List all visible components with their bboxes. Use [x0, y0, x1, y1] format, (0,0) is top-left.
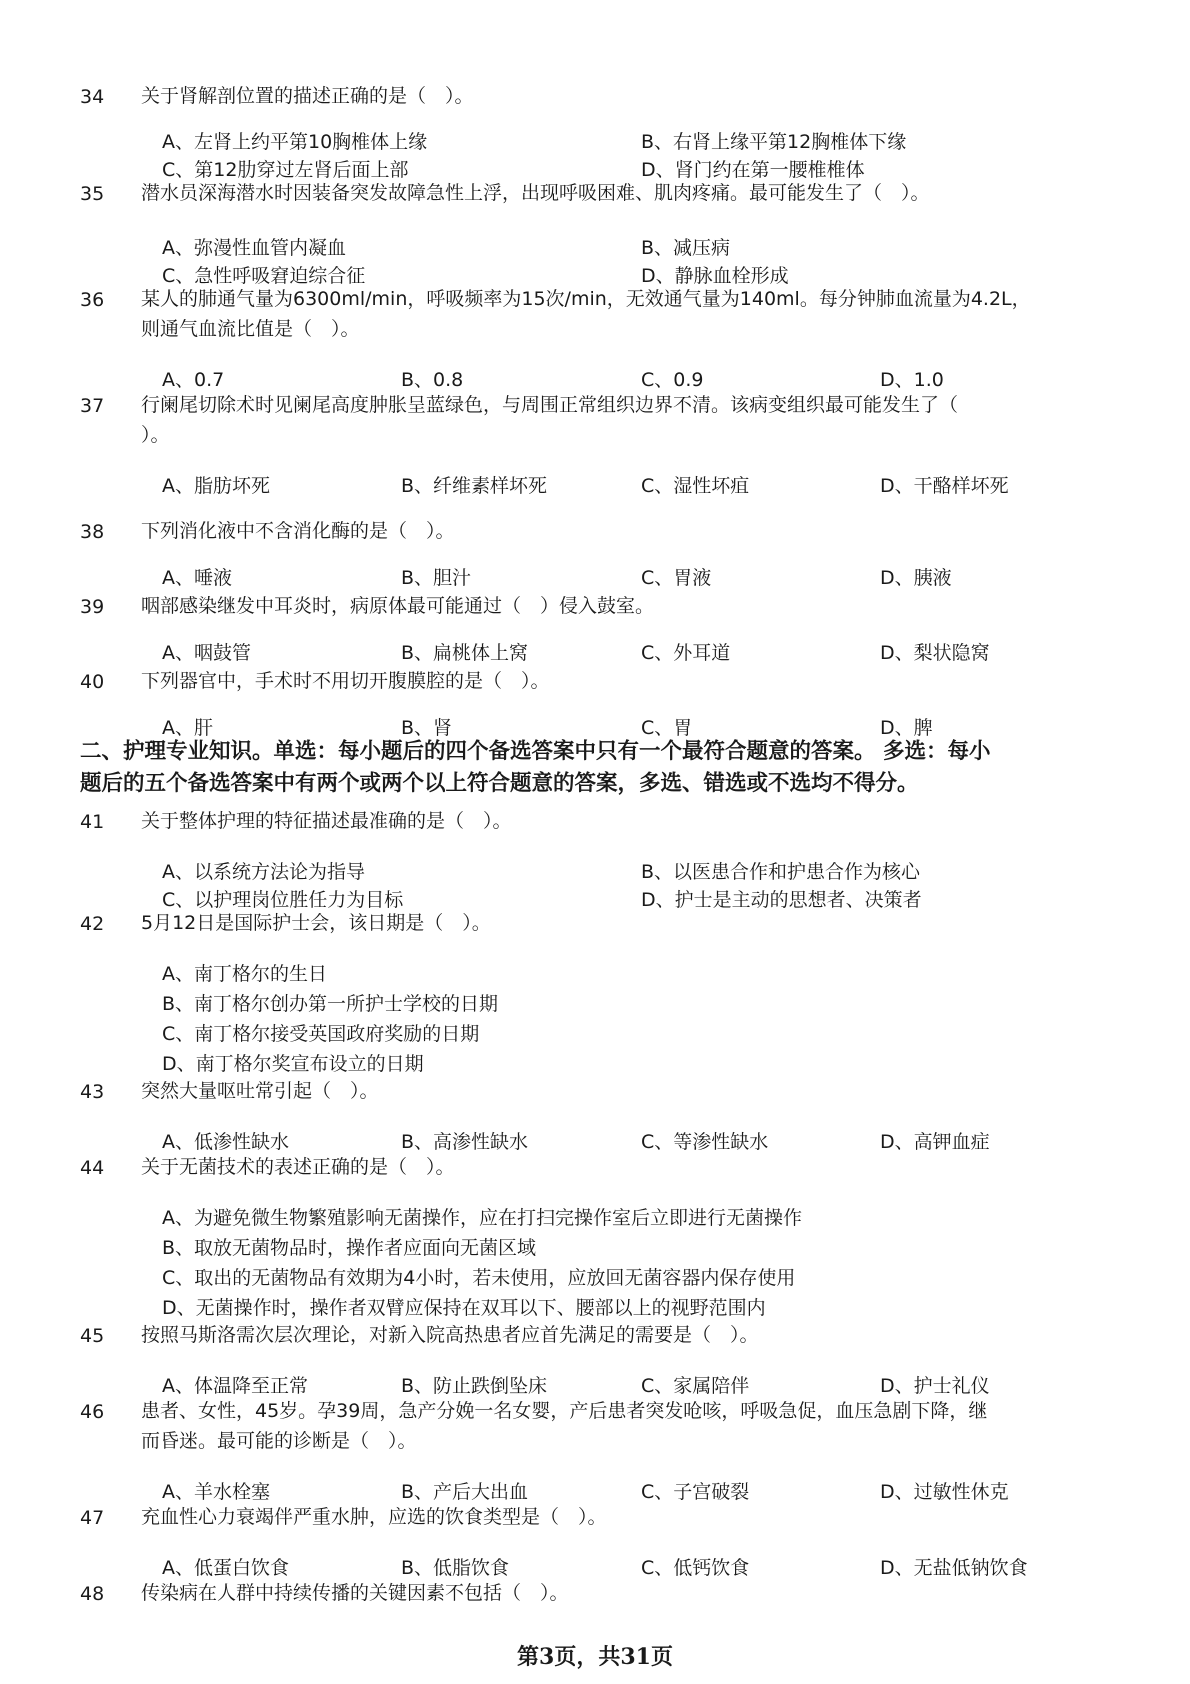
question-number: 38: [80, 521, 105, 543]
option-d: D、护士是主动的思想者、决策者: [641, 889, 922, 911]
option-d: D、无盐低钠饮食: [880, 1557, 1028, 1579]
question-number: 45: [80, 1325, 105, 1347]
option-a: A、左肾上约平第10胸椎体上缘: [162, 131, 428, 153]
page-footer: 第3页，共31页: [517, 1644, 673, 1670]
option-c: C、等渗性缺水: [641, 1131, 769, 1153]
question-text: 下列消化液中不含消化酶的是（ ）。: [141, 520, 455, 542]
option-a: A、唾液: [162, 567, 232, 589]
question-number: 43: [80, 1081, 105, 1103]
option-c: C、胃液: [641, 567, 712, 589]
option-b: B、右肾上缘平第12胸椎体下缘: [641, 131, 907, 153]
section-heading-line2: 题后的五个备选答案中有两个或两个以上符合题意的答案，多选、错选或不选均不得分。: [80, 771, 919, 796]
question-number: 47: [80, 1507, 105, 1529]
option-a: A、体温降至正常: [162, 1375, 308, 1397]
option-b: B、低脂饮食: [401, 1557, 510, 1579]
option-a: A、脂肪坏死: [162, 475, 270, 497]
option-d: D、梨状隐窝: [880, 642, 990, 664]
option-c: C、急性呼吸窘迫综合征: [162, 265, 366, 287]
option-a: A、0.7: [162, 369, 225, 391]
option-a: A、南丁格尔的生日: [162, 963, 327, 985]
question-number: 48: [80, 1583, 105, 1605]
option-d: D、无菌操作时，操作者双臂应保持在双耳以下、腰部以上的视野范围内: [162, 1297, 766, 1319]
option-d: D、高钾血症: [880, 1131, 990, 1153]
question-text: 某人的肺通气量为6300ml/min，呼吸频率为15次/min，无效通气量为140ml。每分钟肺血流量为4.2L，: [141, 288, 1031, 310]
question-number: 39: [80, 596, 105, 618]
option-a: A、羊水栓塞: [162, 1481, 270, 1503]
option-c: C、0.9: [641, 369, 704, 391]
question-text: 5月12日是国际护士会，该日期是（ ）。: [141, 912, 491, 934]
option-d: D、静脉血栓形成: [641, 265, 789, 287]
question-number: 44: [80, 1157, 105, 1179]
option-d: D、脾: [880, 717, 933, 739]
option-b: B、高渗性缺水: [401, 1131, 529, 1153]
section-heading: [80, 736, 1110, 800]
option-d: D、干酪样坏死: [880, 475, 1009, 497]
question-text: 关于无菌技术的表述正确的是（ ）。: [141, 1156, 455, 1178]
question-text: 咽部感染继发中耳炎时，病原体最可能通过（ ）侵入鼓室。: [141, 595, 655, 617]
option-b: B、南丁格尔创办第一所护士学校的日期: [162, 993, 499, 1015]
option-a: A、弥漫性血管内凝血: [162, 237, 346, 259]
option-c: C、取出的无菌物品有效期为4小时，若未使用，应放回无菌容器内保存使用: [162, 1267, 796, 1289]
question-number: 40: [80, 671, 105, 693]
option-a: A、以系统方法论为指导: [162, 861, 365, 883]
option-c: C、外耳道: [641, 642, 731, 664]
option-c: C、第12肋穿过左肾后面上部: [162, 159, 409, 181]
question-text-continued: 而昏迷。最可能的诊断是（ ）。: [141, 1430, 417, 1452]
option-b: B、产后大出血: [401, 1481, 529, 1503]
question-text-continued: 则通气血流比值是（ ）。: [141, 318, 360, 340]
option-d: D、过敏性休克: [880, 1481, 1009, 1503]
option-b: B、取放无菌物品时，操作者应面向无菌区域: [162, 1237, 537, 1259]
option-c: C、胃: [641, 717, 693, 739]
question-text: 患者、女性，45岁。孕39周，急产分娩一名女婴，产后患者突发呛咳，呼吸急促，血压急剧下降，继: [141, 1400, 988, 1422]
option-c: C、低钙饮食: [641, 1557, 750, 1579]
option-c: C、家属陪伴: [641, 1375, 750, 1397]
question-text-continued: ）。: [141, 424, 170, 446]
option-c: C、以护理岗位胜任力为目标: [162, 889, 404, 911]
option-b: B、以医患合作和护患合作为核心: [641, 861, 921, 883]
question-text: 突然大量呕吐常引起（ ）。: [141, 1080, 379, 1102]
option-a: A、肝: [162, 717, 213, 739]
question-text: 充血性心力衰竭伴严重水肿，应选的饮食类型是（ ）。: [141, 1506, 607, 1528]
question-text: 下列器官中，手术时不用切开腹膜腔的是（ ）。: [141, 670, 550, 692]
option-b: B、0.8: [401, 369, 464, 391]
question-number: 37: [80, 395, 105, 417]
option-b: B、胆汁: [401, 567, 472, 589]
option-d: D、南丁格尔奖宣布设立的日期: [162, 1053, 424, 1075]
option-d: D、1.0: [880, 369, 944, 391]
question-number: 35: [80, 183, 105, 205]
option-a: A、咽鼓管: [162, 642, 251, 664]
option-a: A、低蛋白饮食: [162, 1557, 289, 1579]
option-b: B、防止跌倒坠床: [401, 1375, 548, 1397]
option-d: D、肾门约在第一腰椎椎体: [641, 159, 865, 181]
option-d: D、胰液: [880, 567, 952, 589]
section-heading-line1: 二、护理专业知识。单选：每小题后的四个备选答案中只有一个最符合题意的答案。 多选：每小: [80, 739, 991, 764]
option-b: B、肾: [401, 717, 453, 739]
question-text: 关于整体护理的特征描述最准确的是（ ）。: [141, 810, 512, 832]
question-number: 36: [80, 289, 105, 311]
question-text: 按照马斯洛需次层次理论，对新入院高热患者应首先满足的需要是（ ）。: [141, 1324, 759, 1346]
question-number: 34: [80, 86, 105, 108]
option-b: B、扁桃体上窝: [401, 642, 529, 664]
question-text: 关于肾解剖位置的描述正确的是（ ）。: [141, 85, 474, 107]
question-text: 传染病在人群中持续传播的关键因素不包括（ ）。: [141, 1582, 569, 1604]
option-c: C、湿性坏疽: [641, 475, 750, 497]
option-b: B、减压病: [641, 237, 731, 259]
question-number: 46: [80, 1401, 105, 1423]
question-text: 行阑尾切除术时见阑尾高度肿胀呈蓝绿色，与周围正常组织边界不清。该病变组织最可能发生了（: [141, 394, 959, 416]
question-text: 潜水员深海潜水时因装备突发故障急性上浮，出现呼吸困难、肌肉疼痛。最可能发生了（ ）。: [141, 182, 930, 204]
option-a: A、为避免微生物繁殖影响无菌操作，应在打扫完操作室后立即进行无菌操作: [162, 1207, 802, 1229]
question-number: 42: [80, 913, 105, 935]
option-c: C、南丁格尔接受英国政府奖励的日期: [162, 1023, 480, 1045]
option-d: D、护士礼仪: [880, 1375, 990, 1397]
option-c: C、子宫破裂: [641, 1481, 750, 1503]
option-b: B、纤维素样坏死: [401, 475, 548, 497]
option-a: A、低渗性缺水: [162, 1131, 289, 1153]
question-number: 41: [80, 811, 105, 833]
